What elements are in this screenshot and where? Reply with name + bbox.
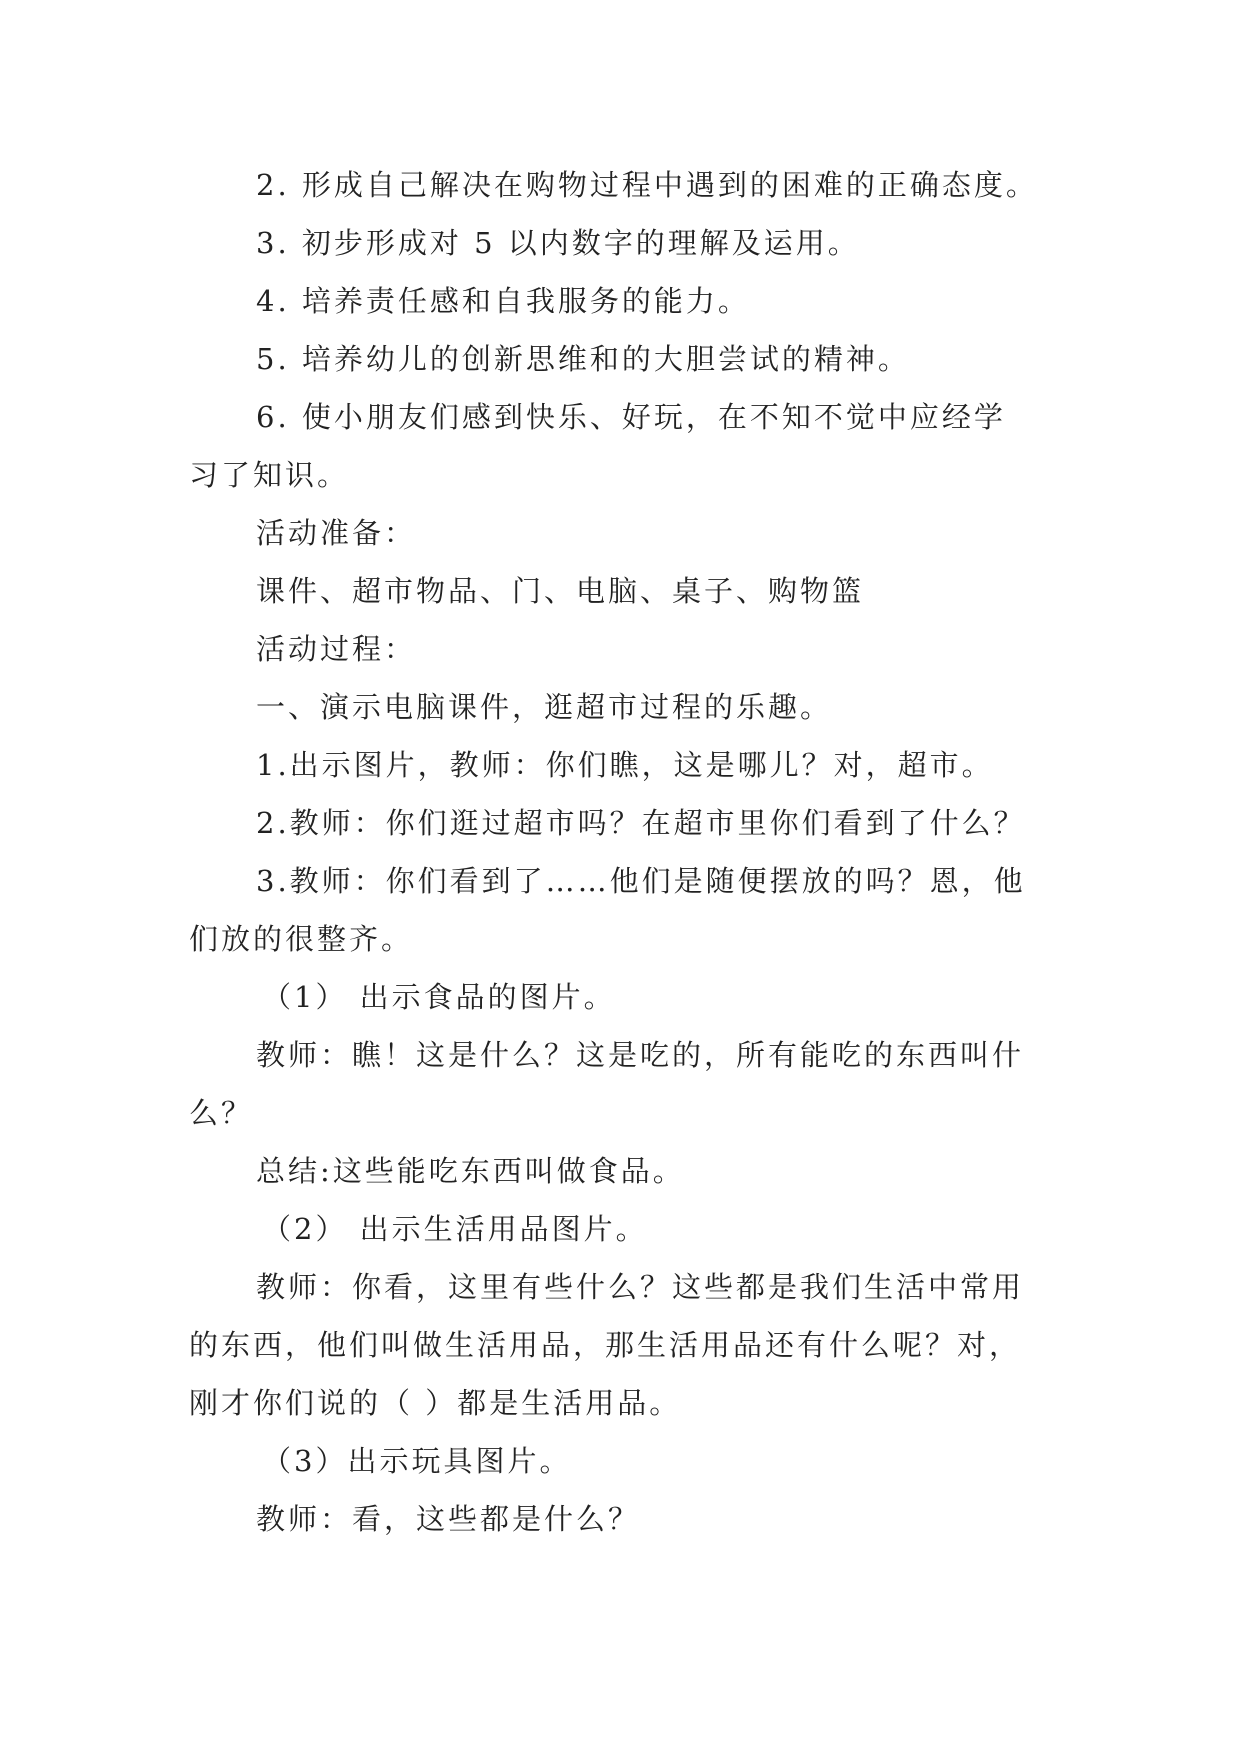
text-line: 2. 形成自己解决在购物过程中遇到的困难的正确态度。 [256,168,1038,202]
text-line: 课件、超市物品、门、电脑、桌子、购物篮 [256,574,865,608]
text-line: 么？ [189,1096,254,1130]
text-line: 总结:这些能吃东西叫做食品。 [256,1154,685,1188]
text-line: （1） 出示食品的图片。 [262,980,616,1014]
text-line: 教师：你看，这里有些什么？这些都是我们生活中常用 [256,1270,1025,1304]
text-line: 6. 使小朋友们感到快乐、好玩，在不知不觉中应经学 [256,400,1006,434]
text-line: 教师：瞧！这是什么？这是吃的，所有能吃的东西叫什 [256,1038,1025,1072]
text-line: 们放的很整齐。 [189,922,414,956]
text-line: （2） 出示生活用品图片。 [262,1212,648,1246]
text-line: 习了知识。 [189,458,350,492]
text-line: 5. 培养幼儿的创新思维和的大胆尝试的精神。 [256,342,910,376]
text-line: 的东西，他们叫做生活用品，那生活用品还有什么呢？对， [189,1328,1022,1362]
text-line: 3.教师：你们看到了……他们是随便摆放的吗？恩，他 [256,864,1026,898]
text-line: （3）出示玩具图片。 [262,1444,572,1478]
section-heading: 活动准备： [256,516,417,550]
section-heading: 活动过程： [256,632,417,666]
text-line: 教师：看，这些都是什么？ [256,1502,641,1536]
text-line: 3. 初步形成对 5 以内数字的理解及运用。 [256,226,860,260]
text-line: 刚才你们说的（ ）都是生活用品。 [189,1386,682,1420]
text-line: 1.出示图片，教师：你们瞧，这是哪儿？对，超市。 [256,748,994,782]
text-line: 4. 培养责任感和自我服务的能力。 [256,284,750,318]
text-line: 一、演示电脑课件，逛超市过程的乐趣。 [256,690,833,724]
text-line: 2.教师：你们逛过超市吗？在超市里你们看到了什么？ [256,806,1026,840]
